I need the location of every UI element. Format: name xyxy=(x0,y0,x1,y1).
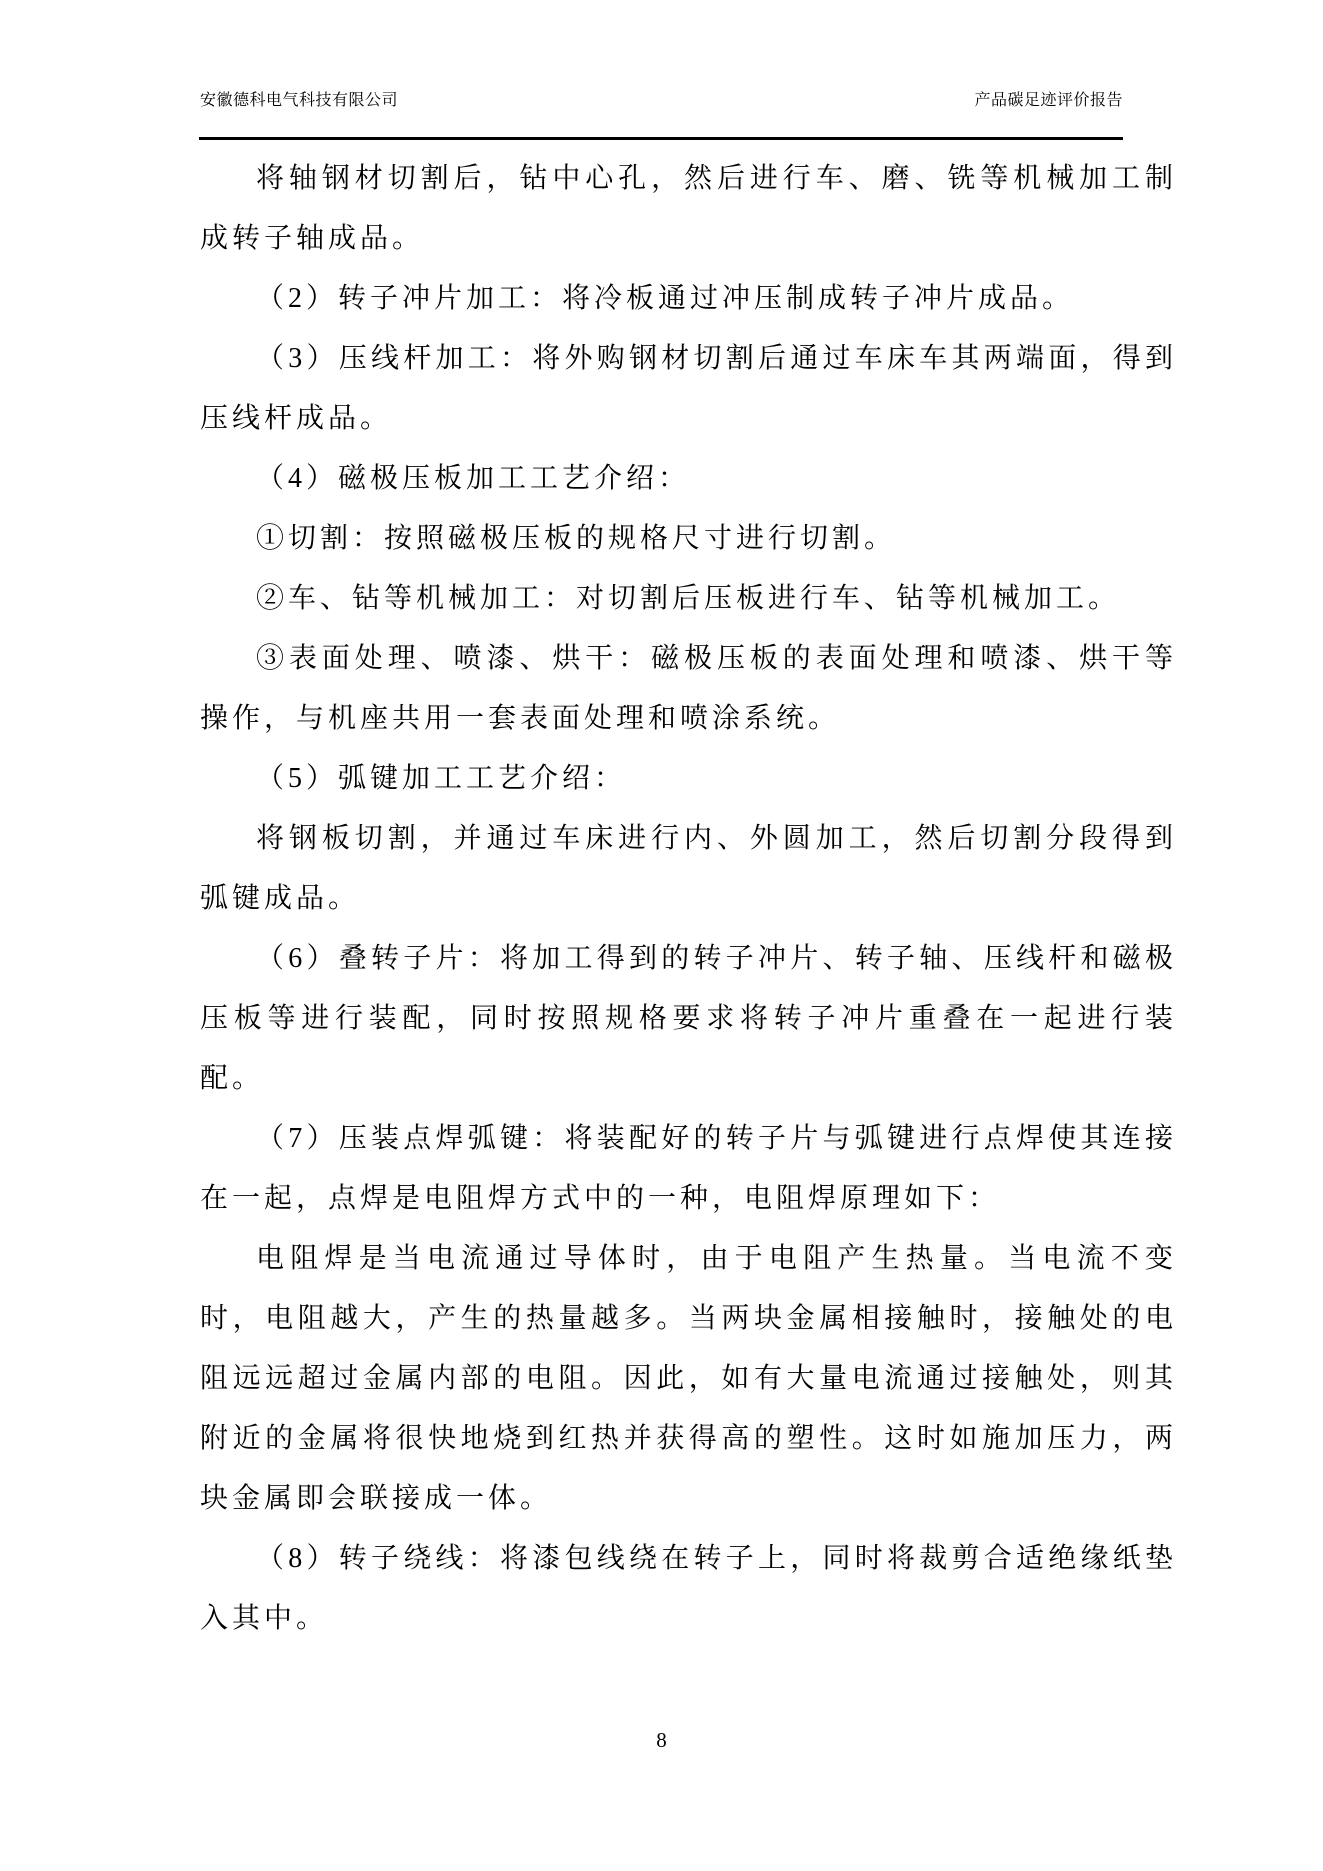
paragraph: （5）弧键加工工艺介绍： xyxy=(256,763,627,794)
paragraph: （4）磁极压板加工工艺介绍： xyxy=(256,463,691,494)
paragraph: （7）压装点焊弧键：将装配好的转子片与弧键进行点焊使其连接在一起，点焊是电阻焊方式中的一种，电阻焊原理如下： xyxy=(200,1123,1177,1214)
paragraph: 电阻焊是当电流通过导体时，由于电阻产生热量。当电流不变时，电阻越大，产生的热量越多。当两块金属相接触时，接触处的电阻远远超过金属内部的电阻。因此，如有大量电流通过接触处，则其附近的金属将很快地烧到红热并获得高的塑性。这时如施加压力，两块金属即会联接成一体。 xyxy=(200,1243,1177,1514)
paragraph: 将轴钢材切割后，钻中心孔，然后进行车、磨、铣等机械加工制成转子轴成品。 xyxy=(200,163,1177,254)
document-body xyxy=(200,149,1177,1649)
paragraph: ①切割：按照磁极压板的规格尺寸进行切割。 xyxy=(256,523,897,554)
page-number: 8 xyxy=(656,1728,667,1752)
paragraph: （3）压线杆加工：将外购钢材切割后通过车床车其两端面，得到压线杆成品。 xyxy=(200,343,1177,434)
header-company-name: 安徽德科电气科技有限公司 xyxy=(200,92,399,109)
paragraph: （2）转子冲片加工：将冷板通过冲压制成转子冲片成品。 xyxy=(256,283,1075,314)
paragraph: （6）叠转子片：将加工得到的转子冲片、转子轴、压线杆和磁极压板等进行装配，同时按照规格要求将转子冲片重叠在一起进行装配。 xyxy=(200,943,1177,1094)
paragraph: （8）转子绕线：将漆包线绕在转子上，同时将裁剪合适绝缘纸垫入其中。 xyxy=(200,1543,1177,1634)
paragraph: ③表面处理、喷漆、烘干：磁极压板的表面处理和喷漆、烘干等操作，与机座共用一套表面处理和喷涂系统。 xyxy=(200,643,1177,734)
paragraph: 将钢板切割，并通过车床进行内、外圆加工，然后切割分段得到弧键成品。 xyxy=(200,823,1177,914)
paragraph: ②车、钻等机械加工：对切割后压板进行车、钻等机械加工。 xyxy=(256,583,1121,614)
page-header xyxy=(200,90,1123,112)
header-report-title: 产品碳足迹评价报告 xyxy=(974,92,1123,109)
header-divider-rule xyxy=(199,137,1123,140)
